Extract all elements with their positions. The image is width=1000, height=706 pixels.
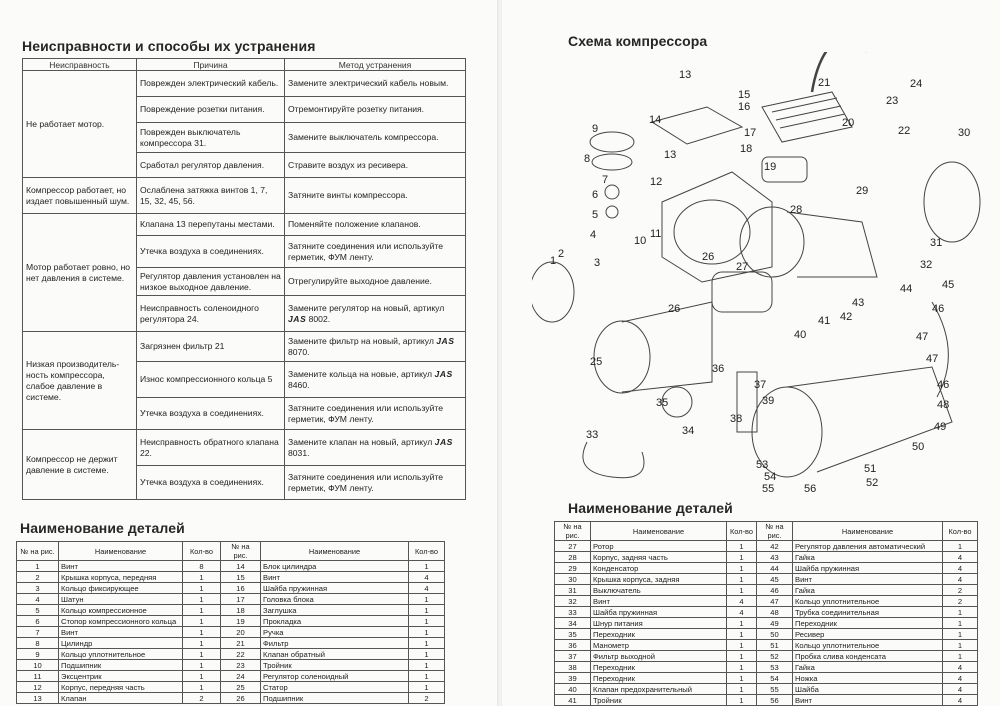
part-number-label: 28 — [790, 204, 803, 216]
fix-cell: Поменяйте положение клапанов. — [285, 214, 466, 236]
brand-logo: JAS — [434, 436, 453, 447]
brand-logo: JAS — [288, 313, 307, 324]
table-row: 12 Корпус, передняя часть 1 25 Статор 1 — [17, 682, 445, 693]
part-number-label: 27 — [736, 261, 749, 273]
brand-logo: JAS — [436, 335, 455, 346]
fix-cell: Затяните соединения или используйте герметик, ФУМ ленту. — [285, 398, 466, 430]
fix-cell: Отрегулируйте выходное давление. — [285, 268, 466, 296]
part-number-label: 13 — [664, 149, 677, 161]
parts-title-right: Наименование деталей — [568, 500, 733, 516]
part-number-label: 4 — [590, 229, 597, 241]
part-number-label: 8 — [584, 153, 591, 165]
parts-table-left: № на рис. Наименование Кол-во № на рис. Наименование Кол-во 1 Винт 8 14 Блок цилиндра 1 2 Крышка корпуса, передняя 1 15 Винт 4 3 Кольцо фиксирующее 1 16 Шайба пружинная 4 4 Шатун 1 17 Головка блока 1 5 Кольцо компрессионное 1 18 Заглушка 1 6 Стопор компрессионного кольца 1 19 Прокладка 1 7 Винт 1 20 Ручка 1 8 Цилиндр 1 21 Фильтр 1 9 Кольцо уплотнительное 1 22 Клапан обратный 1 10 Подшипник 1 23 Тройник 1 11 Эксцентрик 1 24 Регулятор соленоидный 1 12 Корпус, передняя часть 1 25 Статор 1 13 Клапан 2 26 Подшипник 2 — [16, 541, 445, 704]
fix-cell: Затяните винты компрессора. — [285, 178, 466, 214]
table-row: 3 Кольцо фиксирующее 1 16 Шайба пружинная 4 — [17, 583, 445, 594]
part-number-label: 17 — [744, 127, 757, 139]
table-row: 1 Винт 8 14 Блок цилиндра 1 — [17, 561, 445, 572]
cause-cell: Неисправность обратного клапана 22. — [137, 430, 285, 466]
part-number-label: 19 — [764, 161, 777, 173]
troubleshooting-table — [22, 58, 466, 500]
header-cause: Причина — [137, 59, 285, 71]
part-number-label: 54 — [764, 471, 777, 483]
cause-cell: Утечка воздуха в соединениях. — [137, 466, 285, 500]
table-row: 7 Винт 1 20 Ручка 1 — [17, 627, 445, 638]
cause-cell: Поврежден выключатель компрессора 31. — [137, 123, 285, 153]
compressor-exploded-diagram — [532, 52, 992, 492]
part-number-label: 56 — [804, 483, 817, 492]
fix-cell: Замените регулятор на новый, артикул JAS 8002. — [285, 296, 466, 332]
table-row: 10 Подшипник 1 23 Тройник 1 — [17, 660, 445, 671]
troubleshooting-title: Неисправности и способы их устранения — [22, 38, 316, 54]
fix-cell: Замените фильтр на новый, артикул JAS 8070. — [285, 332, 466, 362]
cause-cell: Повреждение розетки питания. — [137, 97, 285, 123]
cause-cell: Поврежден электрический кабель. — [137, 71, 285, 97]
table-row: 8 Цилиндр 1 21 Фильтр 1 — [17, 638, 445, 649]
part-number-label: 55 — [762, 483, 775, 492]
part-number-label: 5 — [592, 209, 599, 221]
part-number-label: 34 — [682, 425, 695, 437]
fix-cell: Затяните соединения или используйте герметик, ФУМ ленту. — [285, 236, 466, 268]
part-number-label: 23 — [886, 95, 899, 107]
table-row: 33 Шайба пружинная 4 48 Трубка соединительная 1 — [555, 607, 978, 618]
fix-cell: Стравите воздух из ресивера. — [285, 153, 466, 178]
part-number-label: 41 — [818, 315, 831, 327]
fault-cell: Мотор работает ровно, но нет давления в системе. — [23, 214, 137, 332]
part-number-label: 33 — [586, 429, 599, 441]
table-row: 32 Винт 4 47 Кольцо уплотнительное 2 — [555, 596, 978, 607]
part-number-label: 48 — [937, 399, 950, 411]
fault-cell: Компрессор не держит давление в системе. — [23, 430, 137, 500]
fault-cell: Низкая производитель-ность компрессора, слабое давление в системе. — [23, 332, 137, 430]
table-row: 13 Клапан 2 26 Подшипник 2 — [17, 693, 445, 704]
part-number-label: 50 — [912, 441, 925, 453]
table-row: 2 Крышка корпуса, передняя 1 15 Винт 4 — [17, 572, 445, 583]
part-number-label: 31 — [930, 237, 943, 249]
table-row: 11 Эксцентрик 1 24 Регулятор соленоидный 1 — [17, 671, 445, 682]
fix-cell: Замените выключатель компрессора. — [285, 123, 466, 153]
part-number-label: 7 — [602, 174, 609, 186]
table-row: 38 Переходник 1 53 Гайка 4 — [555, 662, 978, 673]
part-number-label: 12 — [650, 176, 663, 188]
part-number-label: 53 — [756, 459, 769, 471]
table-row: 4 Шатун 1 17 Головка блока 1 — [17, 594, 445, 605]
cause-cell: Регулятор давления установлен на низкое выходное давление. — [137, 268, 285, 296]
table-row: 28 Корпус, задняя часть 1 43 Гайка 4 — [555, 552, 978, 563]
fault-cell: Компрессор работает, но издает повышенный шум. — [23, 178, 137, 214]
part-number-label: 36 — [712, 363, 725, 375]
part-number-label: 37 — [754, 379, 767, 391]
header-fault: Неисправность — [23, 59, 137, 71]
header-method: Метод устранения — [285, 59, 466, 71]
diagram-title: Схема компрессора — [568, 33, 708, 49]
table-row: 27 Ротор 1 42 Регулятор давления автоматический 1 — [555, 541, 978, 552]
part-number-label: 14 — [649, 114, 662, 126]
cause-cell: Ослаблена затяжка винтов 1, 7, 15, 32, 45, 56. — [137, 178, 285, 214]
table-row: 31 Выключатель 1 46 Гайка 2 — [555, 585, 978, 596]
table-row: 30 Крышка корпуса, задняя 1 45 Винт 4 — [555, 574, 978, 585]
left-page — [0, 0, 498, 706]
part-number-label: 11 — [650, 228, 662, 240]
part-number-label: 20 — [842, 117, 855, 129]
part-number-label: 24 — [910, 78, 923, 90]
fix-cell: Затяните соединения или используйте герметик, ФУМ ленту. — [285, 466, 466, 500]
cause-cell: Износ компрессионного кольца 5 — [137, 362, 285, 398]
fault-cell: Не работает мотор. — [23, 71, 137, 178]
part-number-label: 38 — [730, 413, 743, 425]
part-number-label: 49 — [934, 421, 947, 433]
part-number-label: 30 — [958, 127, 971, 139]
cause-cell: Загрязнен фильтр 21 — [137, 332, 285, 362]
part-number-label: 22 — [898, 125, 911, 137]
table-row: 6 Стопор компрессионного кольца 1 19 Прокладка 1 — [17, 616, 445, 627]
part-number-label: 52 — [866, 477, 879, 489]
part-number-label: 42 — [840, 311, 853, 323]
part-number-label: 10 — [634, 235, 647, 247]
part-number-label: 26 — [668, 303, 681, 315]
part-number-label: 16 — [738, 101, 751, 113]
part-number-label: 46 — [937, 379, 950, 391]
table-row: 34 Шнур питания 1 49 Переходник 1 — [555, 618, 978, 629]
part-number-label: 45 — [942, 279, 955, 291]
right-page — [502, 0, 1000, 706]
part-number-label: 46 — [932, 303, 945, 315]
table-row: 36 Манометр 1 51 Кольцо уплотнительное 1 — [555, 640, 978, 651]
table-row: 37 Фильтр выходной 1 52 Пробка слива конденсата 1 — [555, 651, 978, 662]
part-number-label: 26 — [702, 251, 715, 263]
part-number-label: 44 — [900, 283, 913, 295]
table-row: 41 Тройник 1 56 Винт 4 — [555, 695, 978, 706]
part-number-label: 15 — [738, 89, 751, 101]
part-number-label: 6 — [592, 189, 599, 201]
part-number-label: 3 — [594, 257, 601, 269]
part-number-label: 9 — [592, 123, 599, 135]
part-number-label: 1 — [550, 255, 557, 267]
table-row: 29 Конденсатор 1 44 Шайба пружинная 4 — [555, 563, 978, 574]
part-number-label: 32 — [920, 259, 933, 271]
fix-cell: Замените клапан на новый, артикул JAS 8031. — [285, 430, 466, 466]
part-number-label: 18 — [740, 143, 753, 155]
table-row: 35 Переходник 1 50 Ресивер 1 — [555, 629, 978, 640]
cause-cell: Утечка воздуха в соединениях. — [137, 236, 285, 268]
part-number-label: 25 — [590, 356, 603, 368]
table-row: 39 Переходник 1 54 Ножка 4 — [555, 673, 978, 684]
part-number-label: 13 — [679, 69, 692, 81]
cause-cell: Клапана 13 перепутаны местами. — [137, 214, 285, 236]
part-number-label: 29 — [856, 185, 869, 197]
cause-cell: Сработал регулятор давления. — [137, 153, 285, 178]
table-row: 40 Клапан предохранительный 1 55 Шайба 4 — [555, 684, 978, 695]
fix-cell: Отремонтируйте розетку питания. — [285, 97, 466, 123]
part-number-label: 40 — [794, 329, 807, 341]
part-number-label: 47 — [926, 353, 939, 365]
cause-cell: Утечка воздуха в соединениях. — [137, 398, 285, 430]
fix-cell: Замените кольца на новые, артикул JAS 8460. — [285, 362, 466, 398]
parts-table-right: № на рис. Наименование Кол-во № на рис. Наименование Кол-во 27 Ротор 1 42 Регулятор давления автоматический 1 28 Корпус, задняя часть 1 43 Гайка 4 29 Конденсатор 1 44 Шайба пружинная 4 30 Крышка корпуса, задняя 1 45 Винт 4 31 Выключатель 1 46 Гайка 2 32 Винт 4 47 Кольцо уплотнительное 2 33 Шайба пружинная 4 48 Трубка соединительная 1 34 Шнур питания 1 49 Переходник 1 35 Переходник 1 50 Ресивер 1 36 Манометр 1 51 Кольцо уплотнительное 1 37 Фильтр выходной 1 52 Пробка слива конденсата 1 38 Переходник 1 53 Гайка 4 39 Переходник 1 54 Ножка 4 40 Клапан предохранительный 1 55 Шайба 4 41 Тройник 1 56 Винт 4 — [554, 521, 978, 706]
part-number-label: 21 — [818, 77, 831, 89]
part-number-label: 51 — [864, 463, 877, 475]
part-number-label: 2 — [558, 248, 565, 260]
part-number-label: 39 — [762, 395, 775, 407]
fix-cell: Замените электрический кабель новым. — [285, 71, 466, 97]
brand-logo: JAS — [434, 368, 453, 379]
part-number-label: 43 — [852, 297, 865, 309]
table-row: 5 Кольцо компрессионное 1 18 Заглушка 1 — [17, 605, 445, 616]
part-number-label: 47 — [916, 331, 929, 343]
table-row: 9 Кольцо уплотнительное 1 22 Клапан обратный 1 — [17, 649, 445, 660]
part-number-label: 35 — [656, 397, 669, 409]
cause-cell: Неисправность соленоидного регулятора 24. — [137, 296, 285, 332]
parts-title-left: Наименование деталей — [20, 520, 185, 536]
